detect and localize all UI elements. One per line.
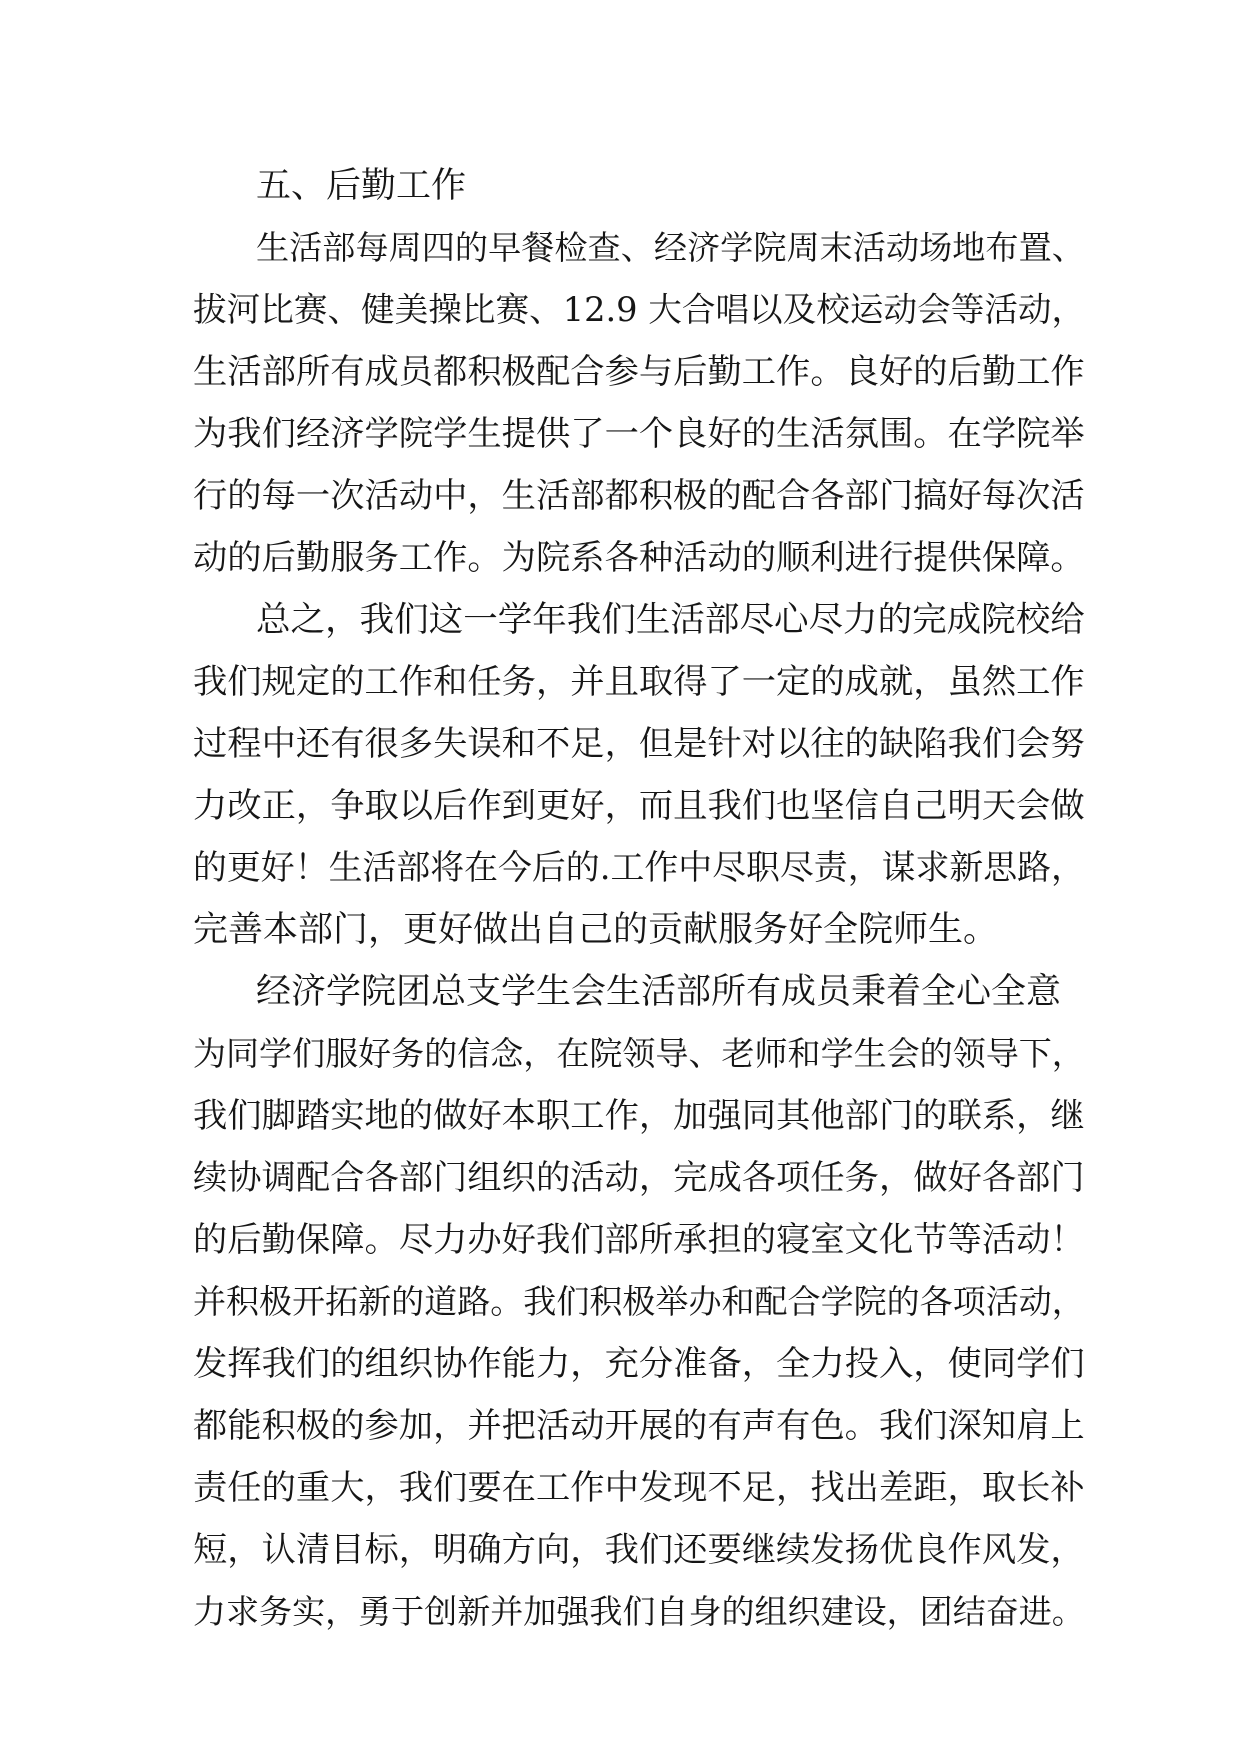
paragraph-1-line-1: 生活部每周四的早餐检查、经济学院周末活动场地布置、 <box>256 228 1085 267</box>
paragraph-1-line-4: 为我们经济学院学生提供了一个良好的生活氛围。在学院举 <box>193 414 1085 454</box>
paragraph-1-line-6: 动的后勤服务工作。为院系各种活动的顺利进行提供保障。 <box>193 538 1085 578</box>
paragraph-2-line-2: 我们规定的工作和任务，并且取得了一定的成就，虽然工作 <box>193 662 1085 702</box>
paragraph-3-line-11: 力求务实，勇于创新并加强我们自身的组织建设，团结奋进。 <box>193 1592 1085 1631</box>
paragraph-2-line-5: 的更好！生活部将在今后的.工作中尽职尽责，谋求新思路， <box>193 848 1085 887</box>
paragraph-3-line-8: 都能积极的参加，并把活动开展的有声有色。我们深知肩上 <box>193 1406 1085 1446</box>
paragraph-3-line-7: 发挥我们的组织协作能力，充分准备，全力投入，使同学们 <box>193 1344 1085 1384</box>
paragraph-3-line-1: 经济学院团总支学生会生活部所有成员秉着全心全意 <box>256 972 1062 1012</box>
paragraph-3-line-3: 我们脚踏实地的做好本职工作，加强同其他部门的联系，继 <box>193 1096 1085 1136</box>
paragraph-1-line-5: 行的每一次活动中，生活部都积极的配合各部门搞好每次活 <box>193 476 1085 516</box>
paragraph-3-line-2: 为同学们服好务的信念，在院领导、老师和学生会的领导下， <box>193 1034 1085 1073</box>
paragraph-3-line-9: 责任的重大，我们要在工作中发现不足，找出差距，取长补 <box>193 1468 1085 1508</box>
paragraph-3-line-6: 并积极开拓新的道路。我们积极举办和配合学院的各项活动， <box>193 1282 1085 1321</box>
paragraph-2-line-4: 力改正，争取以后作到更好，而且我们也坚信自己明天会做 <box>193 786 1085 826</box>
paragraph-2-line-3: 过程中还有很多失误和不足，但是针对以往的缺陷我们会努 <box>193 724 1085 764</box>
paragraph-3-line-5: 的后勤保障。尽力办好我们部所承担的寝室文化节等活动！ <box>193 1220 1085 1260</box>
paragraph-3-line-10: 短，认清目标，明确方向，我们还要继续发扬优良作风发， <box>193 1530 1085 1570</box>
paragraph-1-line-2: 拔河比赛、健美操比赛、12.9 大合唱以及校运动会等活动， <box>193 290 1086 329</box>
paragraph-3-line-4: 续协调配合各部门组织的活动，完成各项任务，做好各部门 <box>193 1158 1085 1198</box>
section-heading: 五、后勤工作 <box>256 166 467 206</box>
paragraph-2-line-1: 总之，我们这一学年我们生活部尽心尽力的完成院校给 <box>256 600 1085 640</box>
paragraph-2-line-6: 完善本部门，更好做出自己的贡献服务好全院师生。 <box>193 910 999 950</box>
paragraph-1-line-3: 生活部所有成员都积极配合参与后勤工作。良好的后勤工作 <box>193 352 1085 392</box>
